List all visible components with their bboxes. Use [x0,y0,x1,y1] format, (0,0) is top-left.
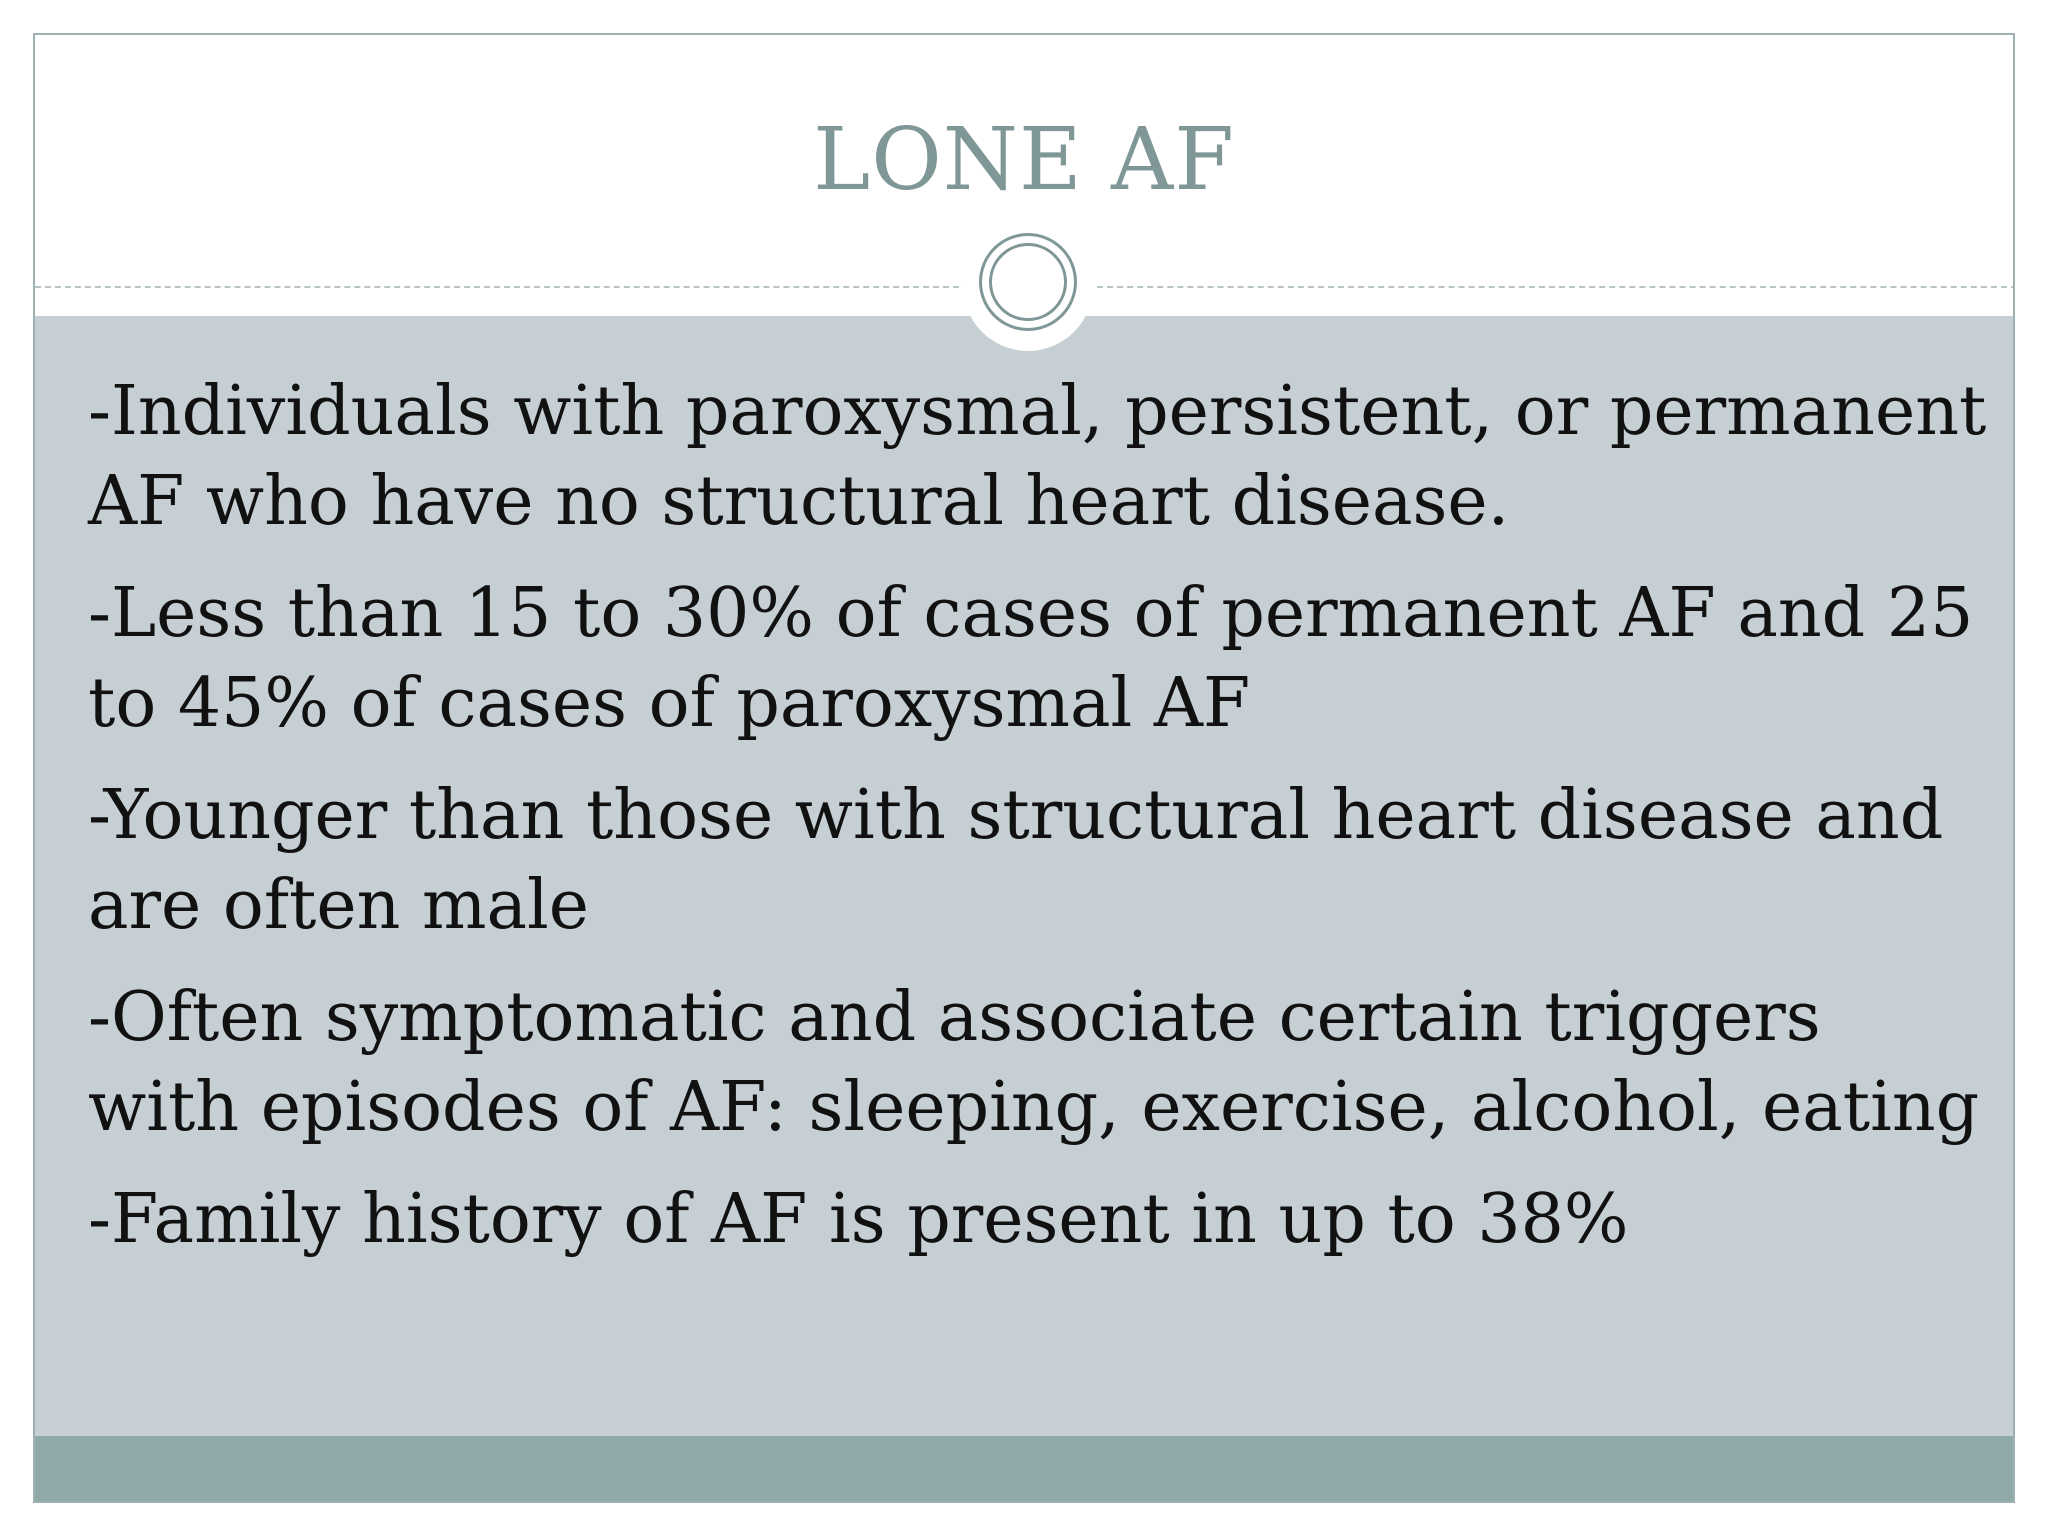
title-divider-left [35,286,969,288]
bullet-list [88,367,1988,1287]
footer-band [35,1436,2013,1503]
slide [33,33,2015,1503]
circle-ornament-inner-ring [989,243,1067,321]
bullet-item: -Often symptomatic and associate certain triggers with episodes of AF: sleeping, exercise, alcohol, eating [88,978,1980,1147]
title-divider-right [1097,286,2015,288]
bullet-item: -Less than 15 to 30% of cases of permanent AF and 25 to 45% of cases of paroxysmal AF [88,574,1974,743]
bullet-item: -Younger than those with structural heart disease and are often male [88,776,1944,945]
bullet-item: -Family history of AF is present in up to 38% [88,1180,1629,1259]
bullet-item: -Individuals with paroxysmal, persistent, or permanent AF who have no structural heart disease. [88,372,1987,541]
slide-title: LONE AF [813,110,1235,210]
